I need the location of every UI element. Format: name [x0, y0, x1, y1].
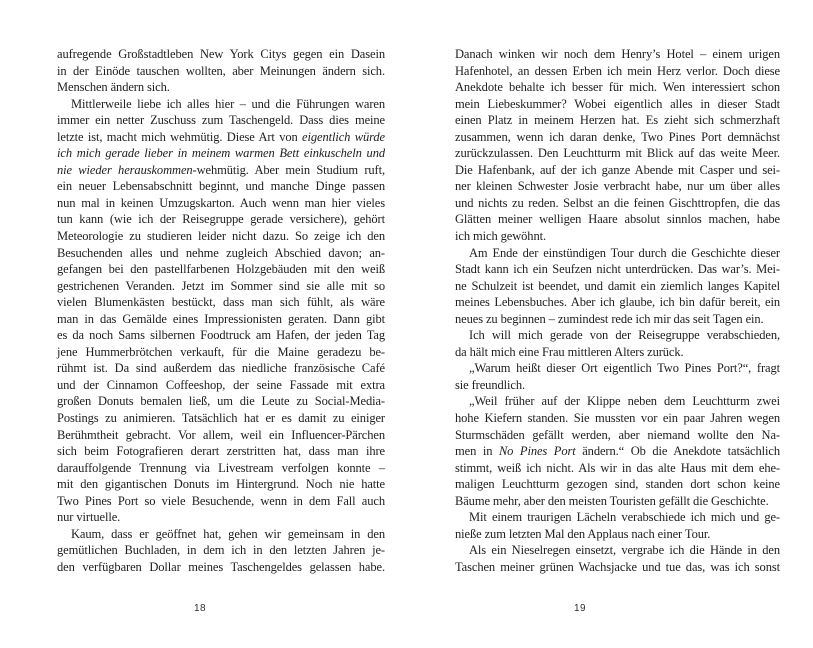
text-line: sie freundlich. [455, 377, 526, 392]
text-line: gemütlichen Buchladen, in dem ich in den letzten Jahren je- [57, 543, 385, 558]
text-line: nur virtuelle. [57, 510, 121, 525]
text-line: „Warum heißt dieser Ort eigentlich Two Pines Port?“, fragt [469, 361, 780, 376]
text-line: Two Pines Port so viele Besuchende, wenn in dem Fall auch [57, 493, 385, 508]
text-line: Hafenhotel, an dessen Erben ich mein Herz verlor. Doch diese [455, 63, 780, 78]
text-line: nun mal in keinen Umzugskarton. Auch wenn man hier vieles [57, 195, 385, 210]
text-line: letzte ist, macht mich wehmütig. Diese Art von eigentlich würde [57, 129, 385, 144]
text-line: Danach winken wir noch dem Henry’s Hotel – einem urigen [455, 47, 780, 61]
page-number-left: 18 [193, 603, 207, 614]
text-line: und nichts zu reden. Selbst an die feinen Gischttropfen, die das [455, 195, 780, 210]
text-line: Glätten meiner welligen Haare absolut sinnlos machen, habe [455, 212, 780, 227]
text-line: Die Hafenbank, auf der ich ganze Abende mit Casper und sei- [455, 162, 780, 177]
paragraph [57, 96, 385, 526]
text-line: zusammen, wenn ich daran denke, Two Pines Port demnächst [455, 129, 780, 144]
text-line: Postings zu animieren. Tatsächlich hat er es damit zu einiger [57, 411, 385, 426]
text-line: Am Ende der einstündigen Tour durch die Geschichte dieser [469, 245, 780, 260]
text-line: den verfügbaren Dollar meines Taschengeldes gelassen habe. [57, 559, 385, 574]
text-line: Mittlerweile liebe ich alles hier – und die Führungen waren [71, 96, 385, 111]
text-line: Kaum, dass er geöffnet hat, gehen wir gemeinsam in den [71, 526, 385, 541]
paragraph [455, 393, 780, 509]
text-line: Menschen ändern sich. [57, 80, 170, 95]
right-page-text-column [455, 46, 780, 576]
text-line: aufregende Großstadtleben New York Citys gegen ein Dasein [57, 47, 385, 61]
text-line: einen Platz in meinem Herzen hat. Es zieht sich schmerzhaft [455, 113, 780, 128]
text-line: Besuchenden alles und nehme zugleich Abschied davon; an- [57, 245, 385, 260]
text-line: ich mich gewöhnt. [455, 229, 546, 244]
text-line: Stadt kann ich ein Seufzen nicht unterdrücken. Das war’s. Mei- [455, 262, 780, 277]
text-line: meines Lebensbuches. Aber ich glaube, ich bin dafür bereit, ein [455, 295, 780, 310]
paragraph [455, 360, 780, 393]
paragraph [455, 327, 780, 360]
text-line: nie wieder herauskommen-wehmütig. Aber mein Studium ruft, [57, 162, 386, 177]
text-line: rühmt ist. Da sind außerdem das niedliche französische Café [57, 361, 385, 376]
left-page-text-column [57, 46, 385, 576]
paragraph [455, 542, 780, 575]
text-line: tun kann (wie ich der Reisegruppe gerade versichere), gehört [57, 212, 385, 227]
text-line: Taschen meiner grünen Wachsjacke und tue das, was ich sonst [455, 559, 780, 574]
text-line: jene Hummerbrötchen verkauft, für die Maine geradezu be- [57, 344, 385, 359]
text-line: nieße zum letzten Mal den Applaus nach einer Tour. [455, 526, 711, 541]
text-line: maligen Leuchtturm gezogen sind, standen dort schon keine [455, 477, 780, 492]
text-line: da hält mich eine Frau mittleren Alters zurück. [455, 344, 684, 359]
paragraph [455, 46, 780, 245]
text-line: Ich will mich gerade von der Reisegruppe verabschieden, [469, 328, 780, 343]
text-line: Anekdote behalte ich besser für mich. Wen interessiert schon [455, 80, 780, 95]
text-line: sich beim Fotografieren derart zerstritten hat, dass man ihre [57, 444, 385, 459]
text-line: neues zu beginnen – zumindest rede ich mir das seit Tagen ein. [455, 311, 764, 326]
text-line: ner kleinen Schwester Josie verbracht habe, nur um über alles [455, 179, 780, 194]
text-line: ich mich gerade lieber in meinem warmen Bett einkuscheln und [57, 146, 385, 161]
text-line: großen Donuts bemalen ließ, um die Leute zu Social-Media- [57, 394, 385, 409]
text-line: darauffolgende Trennung via Livestream verfolgen konnte – [57, 460, 385, 475]
text-line: stimmt, weiß ich nicht. Als wir in das alte Haus mit dem ehe- [455, 460, 780, 475]
text-line: gefangen bei den pastellfarbenen Holzgebäuden mit den weiß [57, 262, 385, 277]
text-line: in der Einöde tauschen wollten, aber Meinungen ändern sich. [57, 63, 385, 78]
paragraph [455, 245, 780, 328]
text-line: gestrichenen Veranden. Jetzt im Sommer sind sie alle mit so [57, 278, 385, 293]
text-line: hohe Kiefern standen. Sie mussten vor ein paar Jahren wegen [455, 411, 780, 426]
text-line: zurückzulassen. Den Leuchtturm mit Blick auf das weite Meer. [455, 146, 780, 161]
paragraph [455, 509, 780, 542]
text-line: vielen Blumenkästen bestückt, dass man sich fühlt, als wäre [57, 295, 385, 310]
text-line: mein Liebeskummer? Wobei eigentlich alles in dieser Stadt [455, 96, 780, 111]
text-line: Sturmschäden gefällt werden, aber niemand wollte den Na- [455, 427, 780, 442]
paragraph [57, 46, 385, 96]
text-line: Berühmtheit gebracht. Vor allem, weil ein Influencer-Pärchen [57, 427, 385, 442]
text-line: ein neuer Lebensabschnitt beginnt, und manche Dinge passen [57, 179, 385, 194]
page-number-right: 19 [573, 603, 587, 614]
paragraph [57, 526, 385, 576]
text-line: men in No Pines Port ändern.“ Ob die Anekdote tatsächlich [455, 444, 780, 459]
text-line: mit den gigantischen Donuts im Hintergrund. Noch nie hatte [57, 477, 385, 492]
text-line: „Weil früher auf der Klippe neben dem Leuchtturm zwei [469, 394, 780, 409]
text-line: ne Schulzeit ist beendet, und damit ein ziemlich langes Kapitel [455, 278, 780, 293]
text-line: Meteorologie zu studieren leider nicht dazu. So zeige ich den [57, 229, 385, 244]
text-line: Mit einem traurigen Lächeln verabschiede ich mich und ge- [469, 510, 780, 525]
text-line: immer ein netter Zuschuss zum Taschengeld. Dass dies meine [57, 113, 385, 128]
text-line: Bäume mehr, aber den meisten Touristen gefällt die Geschichte. [455, 493, 769, 508]
text-line: Als ein Nieselregen einsetzt, vergrabe ich die Hände in den [469, 543, 780, 558]
text-line: und der Cinnamon Coffeeshop, der seine Fassade mit extra [57, 377, 385, 392]
text-line: man in das Gemälde eines Impressionisten geraten. Dann gibt [57, 311, 385, 326]
text-line: es da noch Sams silbernen Foodtruck am Hafen, der jeden Tag [57, 328, 385, 343]
